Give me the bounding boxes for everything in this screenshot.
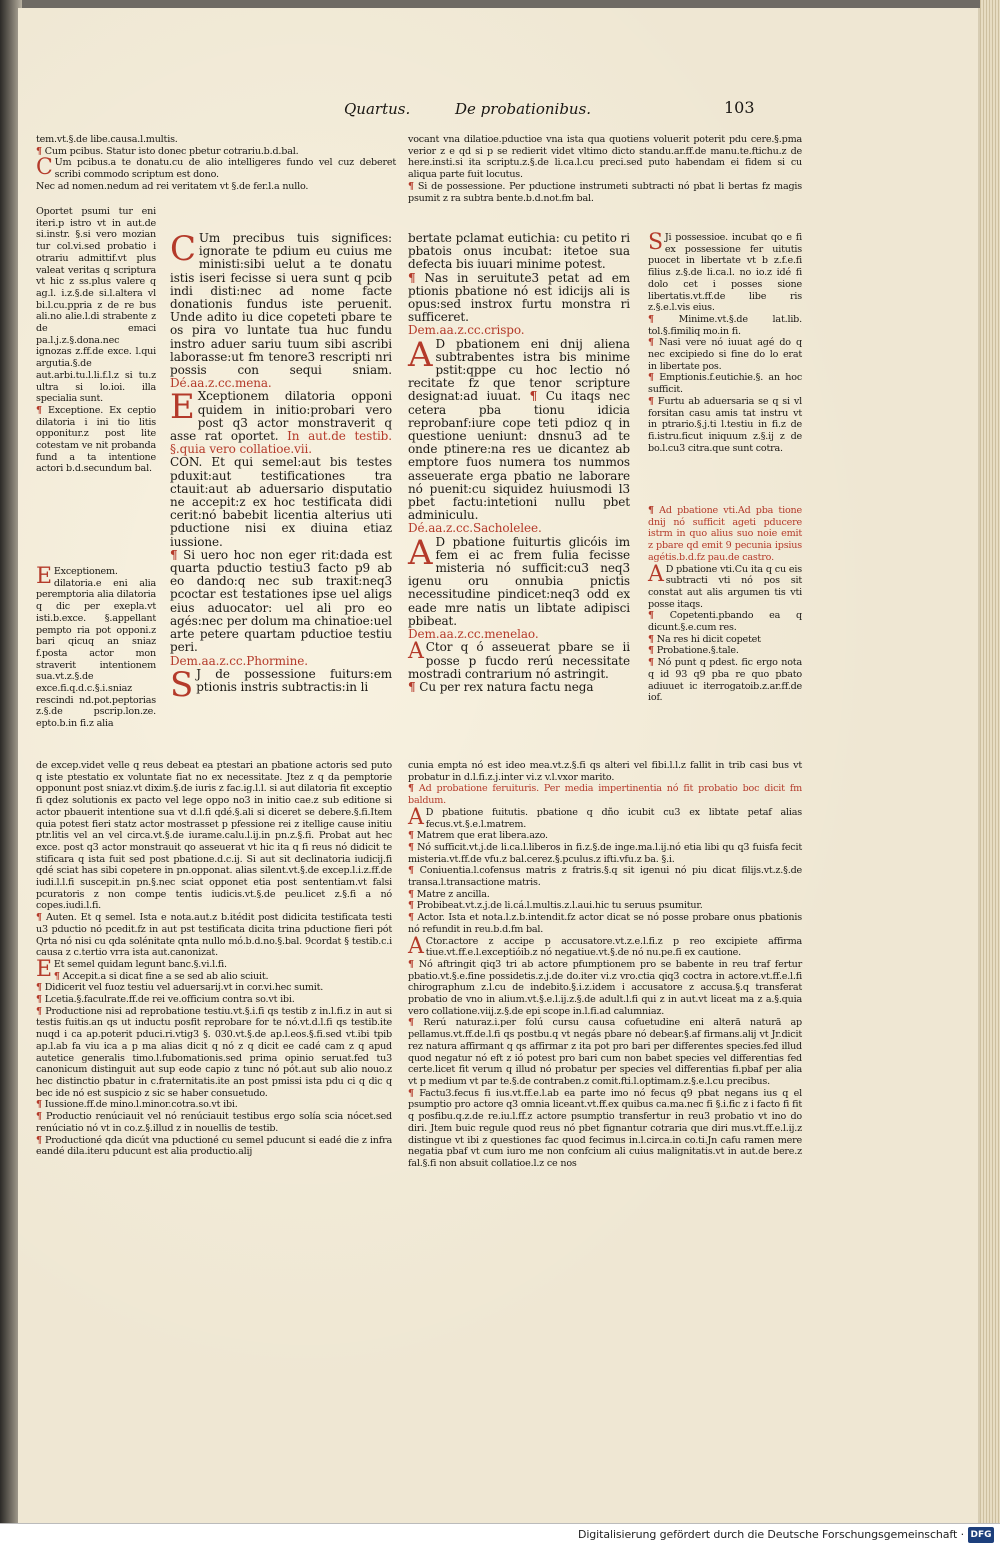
gloss-paragraph (36, 982, 392, 994)
gloss-text: Probatione.§.tale. (656, 645, 739, 657)
red-initial: C (170, 229, 196, 269)
main-text: Si uero hoc non eger rit:dada est quarta pductio testiu3 facto p9 ab eo dando:q nec sub traxit:neq3 pcoctar est testationes ipse uel aligs eius aduocator: uel ali pro eo agés:nec per dolum ma chinatioe:uel arte petere quartam pductioe testiu peri. (170, 547, 392, 655)
main-text: Cu itaqs nec cetera pba tionu idicia reprobanf:iure cope teti pdioz q in questione ueniunt: dnsnu3 ad te onde ptinere:na res ue dicantez ab emptore fuos numera tos nummos asseuerate erga pbatio ne laborare nó puenit:cu siquidez huiusmodi l3 pbet factu:intetioni nullu pbet adminiculu. (408, 389, 630, 523)
gloss-text: Matre z ancilla. (416, 888, 490, 900)
red-initial: E (36, 564, 52, 589)
pilcrow-mark: ¶ (648, 313, 654, 325)
gloss-text: Didicerit vel fuoz testiu vel aduersarij.vt in cor.vi.hec sumit. (44, 982, 324, 994)
gloss-text: Um pcibus.a te donatu.cu de alio intelligeres fundo vel cuz deberet scribi commodo scriptum est dono. (54, 157, 396, 181)
red-initial: S (648, 230, 663, 255)
gloss-paragraph (36, 1099, 392, 1111)
main-text: Ctor q ó asseuerat pbare se ii posse p fucdo rerú necessitate mostradi contrarium nó astringit. (408, 640, 630, 681)
gloss-text: Iussione.ff.de mino.l.minor.cotra.so.vt ibi. (44, 1099, 238, 1111)
gloss-right-mid (648, 505, 802, 704)
gloss-paragraph (408, 912, 802, 935)
pilcrow-mark: ¶ (408, 679, 416, 694)
gloss-paragraph: Nec ad nomen.nedum ad rei veritatem vt §.de fer.l.a nullo. (36, 180, 309, 192)
pilcrow-mark: ¶ (408, 900, 414, 912)
gloss-left-mid (36, 566, 156, 730)
main-text: CON. (170, 455, 203, 470)
gloss-text: Probibeat.vt.z.j.de li.cá.l.multis.z.l.aui.hic tu seruus psumitur. (416, 900, 703, 912)
gloss-paragraph (408, 1017, 802, 1087)
gloss-text: Nasi vere nó iuuat agé do q nec excipiedo si fine do lo erat in libertate pos. (648, 337, 802, 372)
digitization-footer (0, 1523, 1000, 1548)
pilcrow-mark: ¶ (648, 657, 654, 669)
main-paragraph (408, 641, 630, 681)
pilcrow-mark: ¶ (36, 1111, 42, 1123)
pilcrow-mark: ¶ (648, 610, 654, 622)
main-paragraph (170, 229, 392, 391)
gloss-paragraph (36, 566, 156, 730)
gloss-paragraph (648, 561, 802, 611)
main-text: D pbationem eni dnij aliena subtrabentes istra bis minime pstit:qppe cu hoc lectio nó recitate fz que tenor scripture designat:ad iuuat. (408, 336, 630, 404)
gloss-bottom-right (408, 760, 802, 1170)
main-text-column-1 (170, 229, 392, 705)
gloss-paragraph (648, 610, 802, 633)
gloss-paragraph (648, 396, 802, 455)
pilcrow-mark: ¶ (36, 1005, 42, 1017)
red-initial: A (408, 334, 433, 375)
gloss-paragraph: Oportet psumi tur eni iteri.p istro vt in aut.de si.instr. §.si vero mozian tur col.vi.sed probatio i otrariu admittif.vt plus valeat veritas q scriptura vt hic z ss.plus valere q ag.l. i.z.§.de si.l.altera vl bi.l.cu.ppria z de re bus ali.no alie.l.di strabente z de emaci pa.l.j.z.§.dona.nec ignozas z.ff.de exce. l.qui argutia.§.de aut.arbi.tu.l.li.f.l.z si tu.z ultra si lo.ioi. illa specialia sunt. (36, 206, 156, 405)
gloss-right-top (408, 134, 802, 204)
gloss-paragraph (648, 645, 802, 657)
rubric: In aut.de testib. (287, 429, 392, 444)
gloss-text: Na res hi dicit copetet (656, 633, 761, 645)
red-initial: S (170, 664, 194, 705)
red-initial: E (36, 956, 52, 982)
gloss-bottom-left (36, 760, 392, 1158)
gloss-text: Nó punt q pdest. fic ergo nota q id 93 q9 pba re quo pbato adiuuet ic iterrogatoib.z.ar.ff.de iof. (648, 657, 802, 704)
gloss-left-top (36, 134, 396, 193)
gloss-text: Nó aftringit qiq3 tri ab actore pfumptionem pro se babente in reu traf fertur pbatio.vt.§.e.fine possidetis.z.j.de do.iter vi.z vro.ctia qiq3 coctra in actore.vt.ff.e.l.fi chirographum z.l.cu de indebito.§.i.z.idem i accusatore z accusa.§.q transferat probatio de vno in alium.vt.§.e.l.ij.z.§.de adult.l.fi qui z in aut.vt liceat ma z a.§.quia vero collatione.viij.z.§.de epi scope in.l.fi.ad calumniaz. (408, 958, 802, 1017)
gloss-paragraph (36, 971, 392, 983)
pilcrow-mark: ¶ (648, 337, 654, 349)
gloss-paragraph (408, 889, 802, 901)
gloss-paragraph (36, 1135, 392, 1158)
rubric: Dem.aa.z.cc.Phormine. (170, 653, 308, 668)
gloss-text: Minime.vt.§.de lat.lib. tol.§.fimiliq mo.in fi. (648, 313, 802, 337)
rubric: Dé.aa.z.cc.mena. (170, 376, 272, 391)
rubric: §.quia vero collatioe.vii. (170, 442, 312, 457)
pilcrow-mark: ¶ (648, 372, 654, 384)
gloss-text: Si de possessione. Per pductione instrumeti subtracti nó pbat li bertas fz magis psumit z ra subtra bente.b.d.not.fm bal. (408, 180, 802, 204)
gloss-paragraph (408, 181, 802, 204)
gloss-text: Matrem que erat libera.azo. (416, 830, 548, 842)
main-text: J de possessione fuiturs:em ptionis instris subtractis:in li (196, 666, 392, 694)
pilcrow-mark: ¶ (408, 1087, 414, 1099)
pilcrow-mark: ¶ (170, 547, 178, 562)
gloss-paragraph (408, 842, 802, 865)
pilcrow-mark: ¶ (408, 783, 414, 795)
gloss-paragraph (648, 232, 802, 314)
gloss-text: Rerú naturaz.i.per folú cursu causa cofuetudine eni alteră natură ap pellamus.vt.ff.de.l.fi qs postbu.q vt negás pbare nó debear.§.af firmans.alij vt Jr.dicit rez natura affirmant q qs affirmar z ita pot pro bari per differentes species.fed illud quod negatur nó eft z ió potest pro bari cum non babet species vel differentias fed certe.licet fit verum q illud nó probatur per species vel differentias fi.pbaf per alia vt p medium vt par te.§.de contraben.z comit.fti.l.optimam.z.§.e.l.cu precibus. (408, 1017, 802, 1087)
main-paragraph (170, 456, 392, 548)
pilcrow-mark: ¶ (36, 994, 42, 1006)
pilcrow-mark: ¶ (408, 270, 416, 285)
gloss-text: Productio renúciauit vel nó renúciauit testibus ergo solía scia nócet.sed renúciatio nó vt in co.z.§.illud z in nouellis de testib. (36, 1111, 392, 1134)
pilcrow-mark: ¶ (36, 982, 42, 994)
gloss-paragraph (648, 314, 802, 337)
main-paragraph (408, 681, 630, 694)
gloss-text: Exceptionem. dilatoria.e eni alia peremptoria alia dilatoria q dic per exepla.vt isti.b.exce. §.appellant pempto ria pot opponi.z bari qicuq an sniaz f.posta actor mon straverit intentionem sua.vt.z.§.de exce.fi.q.d.c.§.i.sniaz rescindi nd.pot.peptorias z.§.de pscrip.lon.ze. epto.b.in fi.z alia (36, 566, 156, 730)
main-paragraph (408, 532, 630, 628)
gloss-text: Ad probatione feruituris. Per media impertinentia nó fit probatio boc dicit fm baldum. (408, 783, 802, 807)
pilcrow-mark: ¶ (648, 633, 654, 645)
gloss-paragraph (36, 405, 156, 475)
gloss-text: Auten. Et q semel. Ista e nota.aut.z b.itédit post didicita testificata testi u3 pductio nó pcedit.fz in aut pst testificata dicita trina pductione fieri pót Qrta nó nisi cu qda solénitate qnta nullo mó.b.d.no.§.bal. 9cordat § testib.c.i causa z c.tertio vrra ista aut.canonizat. (36, 912, 392, 959)
pilcrow-mark: ¶ (648, 395, 654, 407)
gloss-text: Emptionis.f.eutichie.§. an hoc sufficit. (648, 372, 802, 396)
gloss-paragraph (36, 994, 392, 1006)
gloss-text: Productioné qda dicút vna pductioné cu semel pducunt si eadé die z infra eandé dila.iteru pducunt est alia productio.alij (36, 1134, 392, 1158)
pilcrow-mark: ¶ (36, 404, 42, 416)
gloss-text: Ad pbatione vti.Ad pba tione dnij nó sufficit ageti pducere istrm in quo alius suo noie emit z pbare qd emit 9 pecunia ipsius agétis.b.d.fz pau.de castro. (648, 505, 802, 563)
gloss-paragraph (408, 804, 802, 830)
red-initial: A (408, 532, 433, 573)
gloss-paragraph (648, 337, 802, 372)
gloss-paragraph (648, 372, 802, 395)
pilcrow-mark: ¶ (648, 645, 654, 657)
gloss-text: Coniuentia.l.cofensus matris z fratris.§.q sit igenui nó piu dicat filijs.vt.z.§.de transa.l.transactione matris. (408, 865, 802, 889)
gloss-paragraph (648, 634, 802, 646)
gloss-text: Furtu ab aduersaria se q si vl forsitan casu amis tat instru vt in ptrario.§.j.ti l.testiu in fi.z de fi.istru.ficut iniquum z.§.ij z de bo.l.cu3 citra.que sunt cotra. (648, 395, 802, 454)
main-text: Cu per rex natura factu nega (419, 679, 594, 694)
pilcrow-mark: ¶ (408, 865, 414, 877)
pilcrow-mark: ¶ (53, 970, 60, 982)
gloss-right-narrow (648, 232, 802, 454)
gloss-paragraph (36, 146, 396, 158)
page-fore-edge (980, 0, 1000, 1523)
gloss-text: Ctor.actore z accipe p accusatore.vt.z.e.l.fi.z p reo excipiete affirma tiue.vt.ff.e.l.exceptióib.z nó negatiue.vt.§.de nó nu.pe.fi ex cautione. (425, 935, 802, 959)
main-text-column-2 (408, 232, 630, 694)
main-paragraph (408, 334, 630, 523)
gloss-text: Et semel quidam legunt banc.§.vi.l.fi. (53, 958, 227, 970)
main-text: D pbatione fuiturtis glicóis im fem ei ac frem fulia fecisse misteria nó sufficit:cu3 neq3 igenu oru onnubia pnictis necessitudine pindicet:neq3 odd ex eade mre natis un libtate adipisci pbibeat. (408, 534, 630, 628)
gloss-text: Exceptione. Ex ceptio dilatoria i ini tio litis opponitur.z post lite cotestam ve nit probanda fund a ta intentione actori b.d.secundum bal. (36, 404, 156, 475)
main-text: Um precibus tuis significes: ignorate te pdium eu cuius me ministi:sibi uelut a te donatu istis iseri fecisse si uera sunt q pcib indi disti:nec ad nome facte donationis fundus iste peruenit. Unde adito iu dice copeteti pbare te os pira vo luntate tua huc fundu instro aduer sariu tuum sibi ascribi laborasse:ut fm tenore3 rescripti nri possis con sequi sniam. (170, 231, 392, 378)
gloss-left-narrow (36, 206, 156, 475)
red-initial: A (408, 639, 424, 665)
gloss-paragraph (408, 900, 802, 912)
pilcrow-mark: ¶ (36, 912, 42, 924)
gloss-text: D pbatione fuitutis. pbatione q dño icubit cu3 ex libtate petaf alias fecus.vt.§.e.l.matrem. (425, 806, 802, 830)
pilcrow-mark: ¶ (408, 180, 414, 192)
gloss-text: Copetenti.pbando ea q dicunt.§.e.cum res. (648, 610, 802, 634)
red-initial: C (36, 155, 53, 181)
red-initial: A (408, 804, 424, 830)
gloss-paragraph (408, 1088, 802, 1170)
main-text: Nas in seruitute3 petat ad em ptionis pbatione nó est idicijs ali is opus:sed instrox furtu monstra ri sufficeret. (408, 270, 630, 325)
pilcrow-mark: ¶ (36, 1134, 42, 1146)
pilcrow-mark: ¶ (408, 912, 414, 924)
gloss-paragraph (648, 657, 802, 704)
red-initial: A (648, 561, 664, 587)
rubric: Dem.aa.z.cc.crispo. (408, 323, 525, 338)
red-initial: E (170, 387, 195, 428)
pilcrow-mark: ¶ (36, 145, 42, 157)
main-paragraph (170, 664, 392, 705)
gloss-text: Lcetia.§.faculrate.ff.de rei ve.officium contra so.vt ibi. (44, 994, 295, 1006)
pilcrow-mark: ¶ (648, 505, 654, 516)
gloss-paragraph (408, 865, 802, 888)
main-text: Et qui semel:aut bis testes pduxit:aut testificationes tra ctauit:aut ab aduersario disputatio ne accepit:z ex hoc testificata didi cerit:nó babebit licentia alterius uti pductione nisi ex diuina etiaz iussione. (170, 455, 392, 549)
gloss-text: Actor. Ista et nota.l.z.b.intendit.fz actor dicat se nó posse probare onus pbationis nó refundit in reu.b.d.fm bal. (408, 912, 802, 935)
gloss-paragraph (36, 157, 396, 180)
gloss-text: Accepit.a si dicat fine a se sed ab alio sciuit. (62, 970, 269, 982)
pilcrow-mark: ¶ (408, 1017, 414, 1029)
pilcrow-mark: ¶ (408, 888, 414, 900)
gloss-paragraph (36, 912, 392, 959)
main-text: Xceptionem dilatoria opponi quidem in initio:probari vero post q3 actor monstraverit q asse rat oportet. (170, 389, 392, 444)
main-paragraph (170, 387, 392, 457)
gloss-paragraph: tem.vt.§.de libe.causa.l.multis. (36, 134, 178, 145)
red-initial: A (408, 933, 424, 959)
gloss-text: Ji possessioe. incubat qo e fi ex possessione fer uitutis puocet in libertate vt b z.f.e.fi filius z.§.de li.ca.l. no io.z idé fi dolo cet i posses sione libertatis.vt.ff.de libe ris z.§.e.l.vis eius. (648, 232, 802, 314)
gloss-paragraph (36, 1111, 392, 1134)
gloss-paragraph (36, 1006, 392, 1100)
gloss-paragraph (648, 505, 802, 564)
rubric: Dé.aa.z.cc.Sacholelee. (408, 521, 542, 536)
gloss-paragraph (408, 783, 802, 806)
pilcrow-mark: ¶ (408, 958, 414, 970)
gloss-text: D pbatione vti.Cu ita q cu eis subtracti vti nó pos sit constat aut alis argumen tis vti posse itaqs. (648, 563, 802, 610)
gloss-paragraph: de excep.videt velle q reus debeat ea ptestari an pbatione actoris sed puto q iste ptestatio ex voluntate fiat no ex necessitate. Jtez z q da pemptorie opponunt post sniaz.vt dixim.§.de iuris z fac.ig.l.l. si aut dilatoria fit exceptio fi qdez solutionis ex pacto vel lege oppo no3 in initio cae.z sub editione si actor pbauerit intentione sua vt d.l.fi qdé.§.ali si diceret se debere.§.fi.Item quia potest fieri statz actor mostrasset p pfessione rei z itellige cause initiu ptr.litis vel an vel circa.vt.§.de iurame.calu.l.ij.in pn.z.§.fi. Probat aut hec exce. post q3 actor monstrauit qo asseuerat vt hic ita q fi reus nó didicit te stificara q ista fuit sed post pbatione.d.c.ij. Si aut sit declinatoria iudicij.fi qdé sciat has sibi copetere in pn.opponat. alias silent.vt.§.de excep.l.i.z.ff.de iudi.l.l.fi suscepit.in pn.§.nec sciat opponet etia post sententiam.vt falsi pcuratoris z non compe tentis iudicis.vt.§.de peu.licet z.§.fi a nó copes.iudi.l.fi. (36, 760, 392, 912)
pilcrow-mark: ¶ (408, 830, 414, 842)
pilcrow-mark: ¶ (36, 1099, 42, 1111)
running-head-title: De probationibus. (455, 100, 592, 118)
running-head (0, 100, 1000, 124)
main-paragraph (408, 272, 630, 325)
rubric: Dem.aa.z.cc.menelao. (408, 627, 539, 642)
pilcrow-mark: ¶ (529, 389, 538, 404)
gloss-text: Productione nisi ad reprobatione testiu.vt.§.i.fi qs testib z in.l.fi.z in aut si testis fuitis.an qs ut inductu posfit reprobare for te nó.vt.d.l.fi qs testib.ite nuqd i ca ap.poterit pduci.ri.vtig3 §. 030.vt.§.de ap.l.eos.§.fi.sed vt.ibi tpib ap.l.ab fa viu ica a p ma alias dicit q nó z q dicit ee cadé cam z q apud autetice generalis timo.l.fubomationis.sed prima opinio seruat.fed tu3 canonicum distinguit aut sup eode capio z tunc nó pót.aut sub alio nouo.z hec distinctio pbatur in c.fraternitatis.ite an post pmissi ista pdu ci q dic q bec ide nó est suspicio z sic se haber consuetudo. (36, 1005, 392, 1099)
gloss-text: Cum pcibus. Statur isto donec pbetur cotrariu.b.d.bal. (44, 145, 299, 157)
gloss-text: Nó sufficit.vt.j.de li.ca.l.liberos in fi.z.§.de inge.ma.l.ij.nó etia libi qu q3 fuisfa fecit misteria.vt.ff.de vfu.z bal.cerez.§.pculus.z ifti.vfu.z ba. §.i. (408, 841, 803, 865)
gloss-text: Factu3.fecus fi ius.vt.ff.e.l.ab ea parte imo nó fecus q9 pbat negans ius q el psumptio pro actore q3 omnia liceant.vt.ff.ex quibus ca.ma.nec fi §.i.fic z i facto fi fit q posfibu.q.z.de re.iu.l.ff.z actore psumptio transfertur in reu3 probatio vt ino do diri. Jtem buic regule quod reus nó pbet fignantur cotraria que diri mus.vt.ff.e.l.ij.z distingue vt ibi z questiones fac quod fecimus in.l.circa.in co.ti.Jn cafu ramen mere negatia pbaf vt cum iuro me non confcium ali cuius malignitatis.vt in aut.de bere.z fal.§.fi non absuit collatioe.l.z ce nos (408, 1087, 802, 1169)
folio-number: 103 (724, 98, 755, 117)
gloss-paragraph: cunia empta nó est ideo mea.vt.z.§.fi qs alteri vel fibi.l.l.z fallit in trib casi bus vt probatur in d.l.fi.z.j.inter vi.z v.l.vxor marito. (408, 760, 802, 783)
footer-credit: Digitalisierung gefördert durch die Deutsche Forschungsgemeinschaft · (577, 1528, 964, 1541)
running-head-book: Quartus. (344, 100, 411, 118)
gloss-paragraph (408, 933, 802, 959)
gloss-paragraph (408, 959, 802, 1018)
dfg-logo-icon: DFG (968, 1527, 994, 1543)
pilcrow-mark: ¶ (408, 841, 414, 853)
gloss-paragraph: vocant vna dilatioe.pductioe vna ista qua quotiens voluerit poterit pdu cere.§.pma verior z e qd si p se redierit videt vltimo dicto standu.ar.ff.de manu.te.ftichu.z de here.insti.si ita scriptu.z.§.de li.ca.l.cu preci.sed puto habendam ei fidem si cu aliqua parte fuit locutus. (408, 134, 802, 181)
main-paragraph (170, 549, 392, 655)
main-paragraph: bertate pclamat eutichia: cu petito ri pbatois onus incubat: itetoe sua defecta bis iuuari minime potest. (408, 231, 630, 272)
gloss-paragraph (408, 830, 802, 842)
